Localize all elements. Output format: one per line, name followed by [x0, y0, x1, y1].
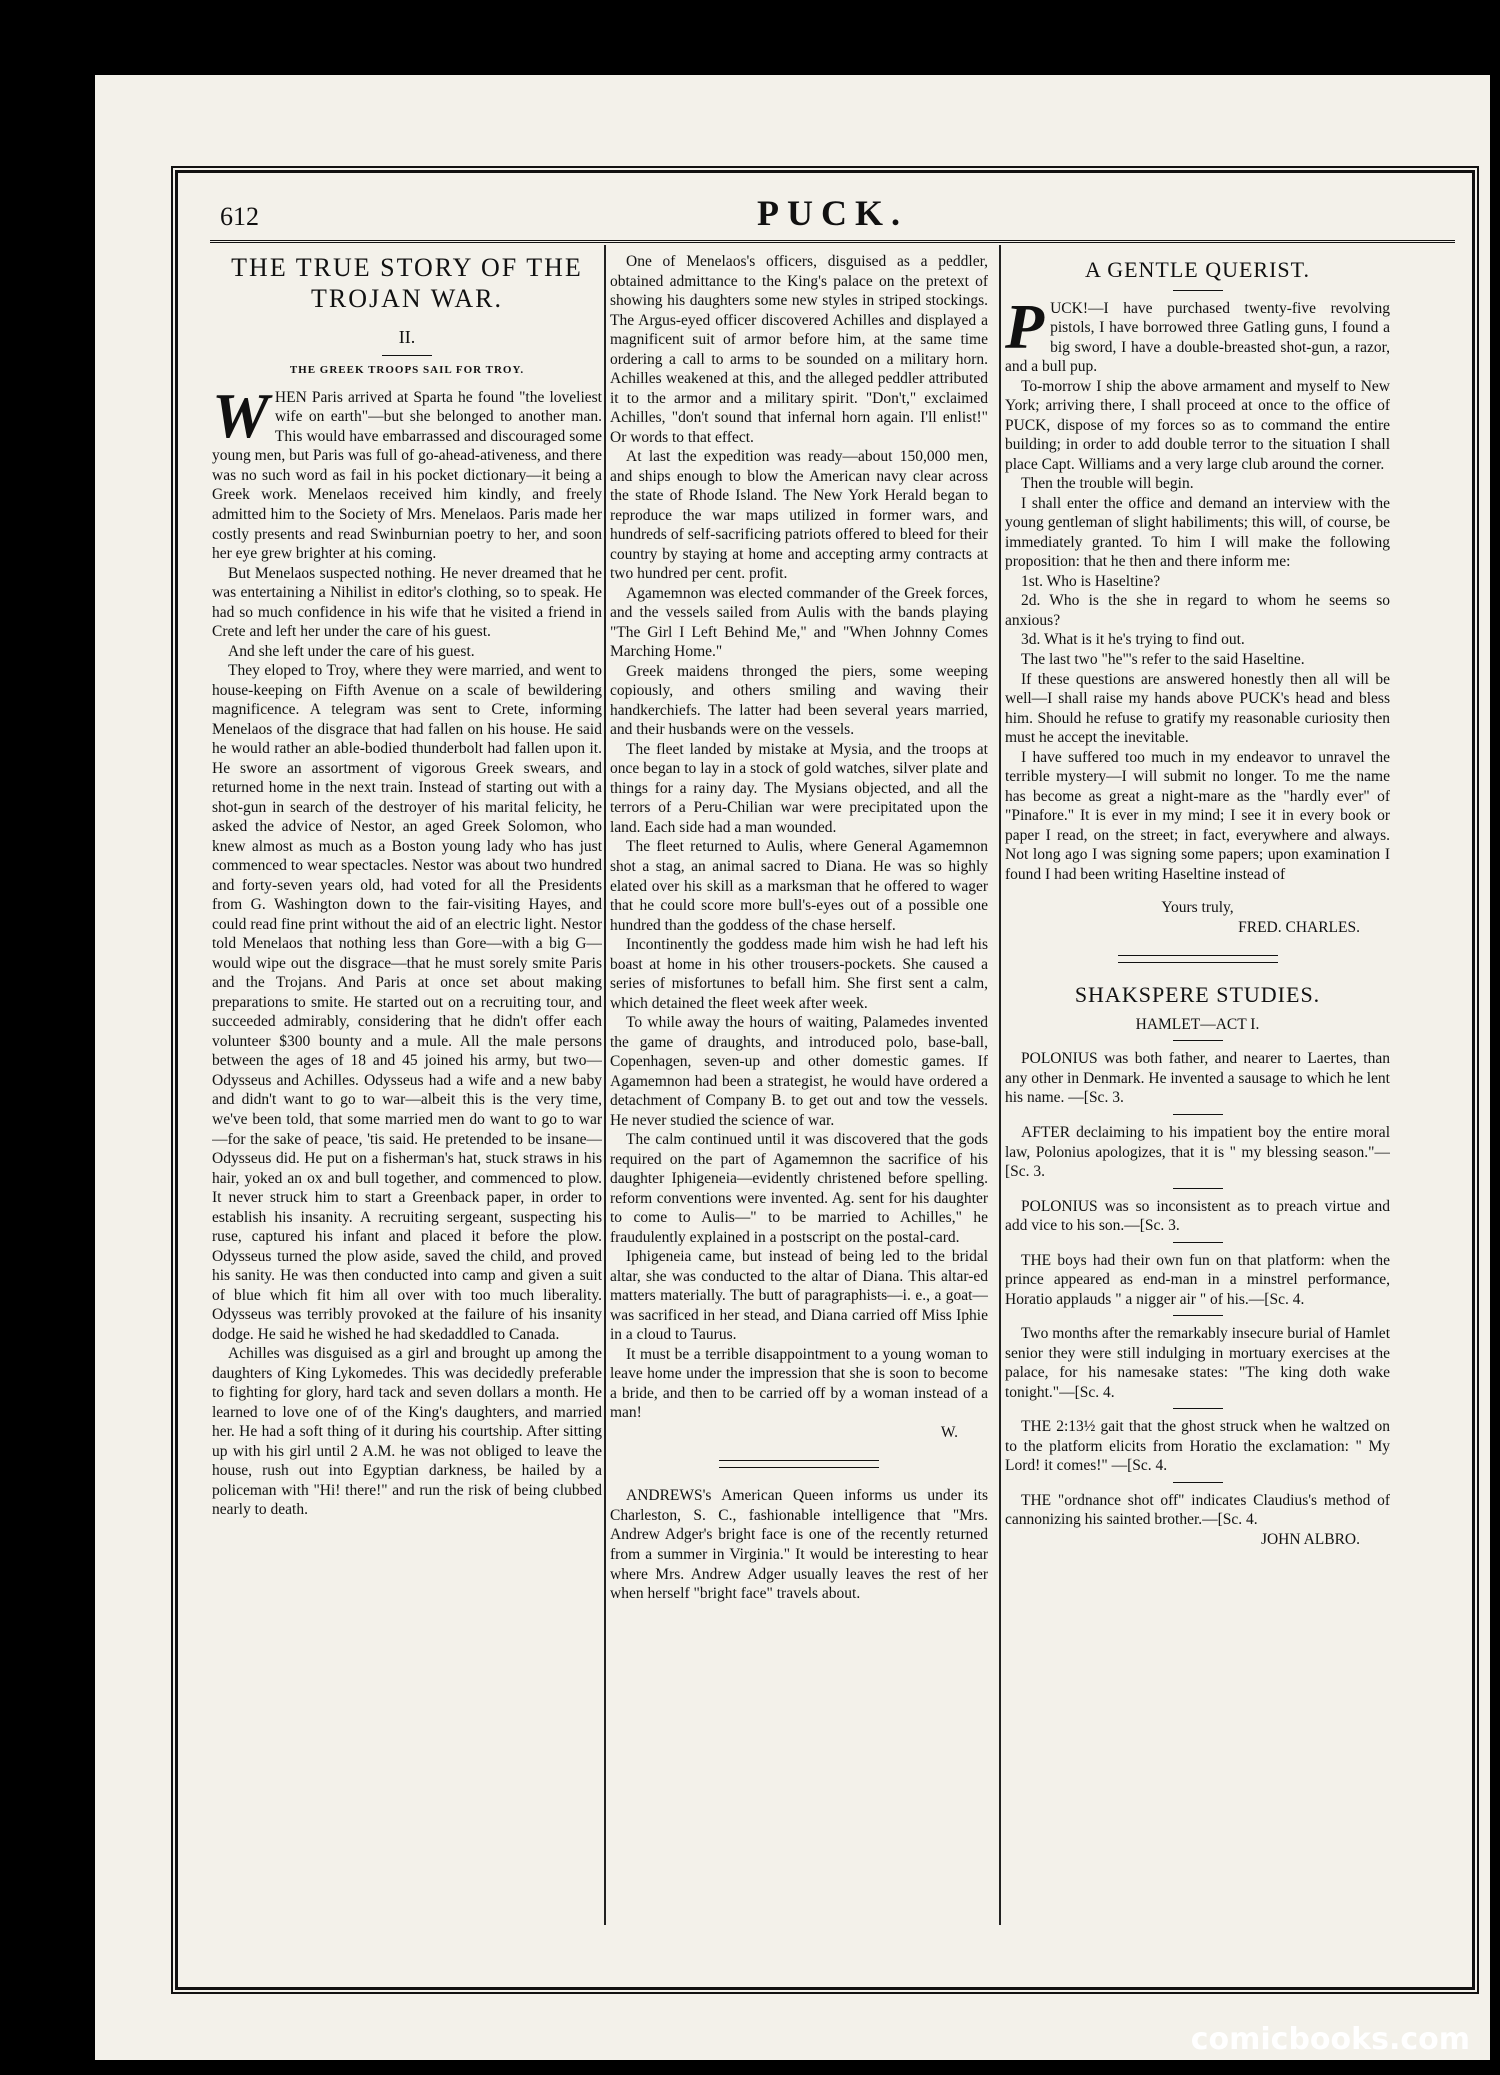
page-number: 612	[220, 202, 259, 231]
shakspere-title: SHAKSPERE STUDIES.	[1074, 982, 1321, 1008]
page-header	[210, 190, 1455, 243]
study-paragraph: THE 2:13½ gait that the ghost struck when he waltzed on to the platform elicits from Horatio the exclamation: " My Lord! it comes!" —[Sc. 4.	[1005, 1418, 1390, 1475]
article-paragraph: It must be a terrible disappointment to a young woman to leave home under the impression that she is soon to become a bride, and then to be carried off by a woman instead of a man!	[610, 1345, 988, 1422]
article-part: II.	[398, 327, 416, 348]
dropcap-letter: P	[1005, 290, 1045, 362]
article-paragraph: And she left under the care of his guest.	[228, 642, 475, 660]
study-paragraph: AFTER declaiming to his impatient boy the entire moral law, Polonius apologizes, that it is " my blessing season."—[Sc. 3.	[1005, 1124, 1390, 1181]
article-paragraph: 3d. What is it he's trying to find out.	[1021, 631, 1245, 649]
column-separator	[999, 245, 1001, 1925]
study-signature: JOHN ALBRO.	[1260, 1530, 1360, 1548]
article-paragraph: 2d. Who is the she in regard to whom he seems so anxious?	[1005, 592, 1390, 629]
article-paragraph: Iphigeneia came, but instead of being led to the bridal altar, she was conducted to the altar of Diana. This altar-ed matters materially. The butt of paragraphists—i. e., a goat—was sacrificed in her stead, and Diana carried off Miss Iphie in a cloud to Taurus.	[610, 1248, 988, 1344]
watermark: comicbooks.com	[1190, 2022, 1470, 2057]
divider	[1173, 1188, 1223, 1189]
article-paragraph: Agamemnon was elected commander of the Greek forces, and the vessels sailed from Aulis with the bands playing "The Girl I Left Behind Me," and "When Johnny Comes Marching Home."	[610, 584, 988, 661]
study-paragraph: THE boys had their own fun on that platform: when the prince appeared as end-man in a minstrel performance, Horatio applauds " a nigger air " of his.—[Sc. 4.	[1005, 1251, 1390, 1308]
dropcap-letter: W	[212, 379, 269, 451]
article-paragraph: Then the trouble will begin.	[1021, 475, 1194, 493]
divider	[1173, 1114, 1223, 1115]
article-paragraph: I shall enter the office and demand an interview with the young gentleman of slight habiliments; this will, of course, be immediately granted. To him I will make the following proposition: that he then and there inform me:	[1005, 494, 1390, 571]
article-paragraph: I have suffered too much in my endeavor to unravel the terrible mystery—I will submit no longer. To me the name has become as great a night-mare as the "hardly ever" of "Pinafore." It is ever in my mind; I see it in every book or paper I read, on the street; in fact, everywhere and always. Not long ago I was signing some papers; upon examination I found I had been writing Haseltine instead of	[1005, 748, 1390, 883]
article-paragraph: The fleet landed by mistake at Mysia, and the troops at once began to lay in a stock of gold watches, silver plate and things for a rainy day. The Mysians objected, and all the terrors of a Peru-Chilian war were precipitated upon the land. Each side had a man wounded.	[610, 740, 988, 836]
shakspere-subtitle: HAMLET—ACT I.	[1135, 1015, 1260, 1033]
article-paragraph: The last two "he"'s refer to the said Haseltine.	[1021, 651, 1305, 668]
article-paragraph: The fleet returned to Aulis, where General Agamemnon shot a stag, an animal sacred to Diana. He was so highly elated over his skill as a marksman that he offered to wager that he could score more bull's-eyes out of a possible one hundred than the goddess of the chase herself.	[610, 838, 988, 934]
divider	[1173, 1408, 1223, 1409]
study-paragraph: Two months after the remarkably insecure burial of Hamlet senior they were still indulging in mortuary exercises at the palace, for his namesake states: "The king doth wake tonight."—[Sc. 4.	[1005, 1325, 1390, 1401]
article-subtitle: THE GREEK TROOPS SAIL FOR TROY.	[289, 364, 525, 377]
article-paragraph: To-morrow I ship the above armament and myself to New York; arriving there, I shall proceed at once to the office of PUCK, dispose of my forces so as to command the entire building; in order to add double terror to the situation I shall place Capt. Williams and a very large club around the corner.	[1005, 377, 1390, 473]
querist-title: A GENTLE QUERIST.	[1085, 257, 1310, 282]
article-paragraph: Greek maidens thronged the piers, some weeping copiously, and others smiling and waving their handkerchiefs. The latter had been several years married, and their husbands were on the vessels.	[610, 662, 988, 739]
andrews-paragraph: ANDREWS's American Queen informs us under its Charleston, S. C., fashionable intelligence that "Mrs. Andrew Adger's bright face is one of the recently returned from a summer in Virginia." It would be interesting to hear where Mrs. Andrew Adger usually leaves the rest of her when herself "bright face" travels about.	[610, 1487, 988, 1603]
article-paragraph: If these questions are answered honestly then all will be well—I shall raise my hands above PUCK's head and bless him. Should he refuse to gratify my reasonable curiosity then must he accept the inevitable.	[1005, 670, 1390, 747]
article-paragraph: 1st. Who is Haseltine?	[1021, 572, 1161, 590]
study-paragraph: POLONIUS was so inconsistent as to preach virtue and add vice to his son.—[Sc. 3.	[1005, 1197, 1390, 1235]
article-paragraph: To while away the hours of waiting, Palamedes invented the game of draughts, and introduced polo, base-ball, Copenhagen, seven-up and other domestic games. If Agamemnon had been a strategist, he would have ordered a detachment of Company B. to get out and tow the vessels. He never studied the science of war.	[610, 1014, 988, 1129]
divider	[1173, 290, 1223, 291]
divider	[1173, 1482, 1223, 1483]
study-paragraph: THE "ordnance shot off" indicates Claudius's method of cannonizing his sainted brother.—[Sc. 4.	[1005, 1491, 1390, 1529]
section-divider	[1118, 955, 1278, 963]
letter-closing: Yours truly,	[1161, 899, 1234, 917]
study-paragraph: POLONIUS was both father, and nearer to Laertes, than any other in Denmark. He invented a sausage to which he lent his name. —[Sc. 3.	[1005, 1050, 1390, 1107]
article-paragraph: But Menelaos suspected nothing. He never dreamed that he was entertaining a Nihilist in editor's clothing, so to speak. He had so much confidence in his wife that he visited a friend in Crete and left her under the care of his guest.	[212, 564, 602, 641]
article-paragraph: The calm continued until it was discovered that the gods required on the part of Agamemnon the sacrifice of his daughter Iphigeneia—evidently christened before spelling. reform conventions were invented. Ag. sent for his daughter to come to Aulis—" to be married to Achilles," he fraudulently explained in a postscript on the postal-card.	[610, 1131, 988, 1246]
article-title: THE TRUE STORY OF THE TROJAN WAR.	[231, 253, 583, 314]
divider	[1173, 1315, 1223, 1316]
article-paragraph: They eloped to Troy, where they were married, and went to house-keeping on Fifth Avenue on a scale of bewildering magnificence. A telegram was sent to Crete, informing Menelaos of the disgrace that had fallen on his house. He said he would rather an able-bodied thunderbolt had fallen upon it. He swore an assortment of vigorous Greek swears, and returned home in the next train. Instead of starting out with a shot-gun in search of the destroyer of his marital felicity, he asked the advice of Nestor, an aged Greek Solomon, who knew almost as much as a Boston young lady who has just commenced to wear spectacles. Nestor was about two hundred and forty-seven years old, had voted for all the Presidents from G. Washington down to the fair-visiting Hayes, and could read fine print without the aid of an electric light. Nestor told Menelaos that nothing less than Gore—with a big G—would wipe out the disgrace—that he must sorely smite Paris and the Trojans. And Paris at once set about making preparations to smite. He started out on a recruiting tour, and succeeded admirably, considering that he didn't offer each volunteer $300 bounty and a mule. All the male persons between the ages of 18 and 45 joined his army, but two—Odysseus and Achilles. Odysseus had a wife and a new baby and didn't want to go to war—albeit this is the very time, we've been told, that some married men do want to go to war—for the sake of peace, 'tis said. He pretended to be insane—Odysseus did. He put on a fisherman's hat, stuck straws in his hair, yoked an ox and bull together, and commenced to plow. It never struck him to start a Greenback paper, in order to establish his insanity. A recruiting sergeant, suspecting his ruse, captured his infant and placed it before the plow. Odysseus turned the plow aside, saved the child, and proved his sanity. He was then conducted into camp and given a suit of blue which fit him all over with too much liberality. Odysseus was terribly provoked at the failure of his insanity dodge. He said he wished he had skedaddled to Canada.	[212, 662, 602, 1343]
section-divider	[719, 1460, 879, 1468]
letter-signature: FRED. CHARLES.	[1238, 918, 1360, 936]
divider	[382, 355, 432, 356]
article-paragraph: Achilles was disguised as a girl and brought up among the daughters of King Lykomedes. This was decidedly preferable to fighting for glory, hard tack and seven dollars a month. He learned to love one of of the King's daughters, and married her. He had a soft thing of it during his courtship. After sitting up with his girl until 2 A.M. he was not obliged to leave the house, rush out into Egyptian darkness, be hailed by a policeman with "Hi! there!" and run the risk of being clubbed nearly to death.	[212, 1345, 602, 1519]
column-3	[1005, 252, 1390, 1902]
article-signature: W.	[940, 1423, 958, 1441]
article-paragraph: PUCK!—I have purchased twenty-five revolving pistols, I have borrowed three Gatling guns, I found a big sword, I have a double-breasted shot-gun, a razor, and a bull pup.	[1005, 290, 1390, 376]
column-separator	[604, 245, 606, 1925]
column-1	[212, 252, 602, 1902]
column-2	[610, 252, 988, 1932]
masthead-title: PUCK.	[757, 193, 908, 233]
divider	[1173, 1242, 1223, 1243]
divider	[1173, 1040, 1223, 1041]
article-paragraph: Incontinently the goddess made him wish he had left his boast at home in his other trousers-pockets. She caused a series of misfortunes to befall him. She first sent a calm, which detained the fleet week after week.	[610, 936, 988, 1012]
article-paragraph: WHEN Paris arrived at Sparta he found "the loveliest wife on earth"—but she belonged to another man. This would have embarrassed and discouraged some young men, but Paris was full of go-ahead-ativeness, and there was no such word as fail in his pocket dictionary—it being a Greek work. Menelaos received him kindly, and freely admitted him to the Society of Mrs. Menelaos. Paris made her costly presents and read Swinburnian poetry to her, and soon her eye grew brighter at his coming.	[212, 379, 602, 563]
article-paragraph: One of Menelaos's officers, disguised as a peddler, obtained admittance to the King's palace on the pretext of showing his daughters some new styles in striped stockings. The Argus-eyed officer discovered Achilles and displayed a magnificent suit of armor before him, at the same time ordering a call to arms to be sounded on a military horn. Achilles weakened at this, and the alleged peddler attributed it to the armor and a military spirit. "Don't," exclaimed Achilles, "don't sound that infernal horn again. I'll enlist!" Or words to that effect.	[610, 253, 988, 446]
article-paragraph: At last the expedition was ready—about 150,000 men, and ships enough to blow the American navy clear across the state of Rhode Island. The New York Herald began to reproduce the war maps utilized in former wars, and hundreds of self-sacrificing patriots offered to bleed for their country by staying at home and accepting army contracts at two hundred per cent. profit.	[610, 448, 988, 583]
